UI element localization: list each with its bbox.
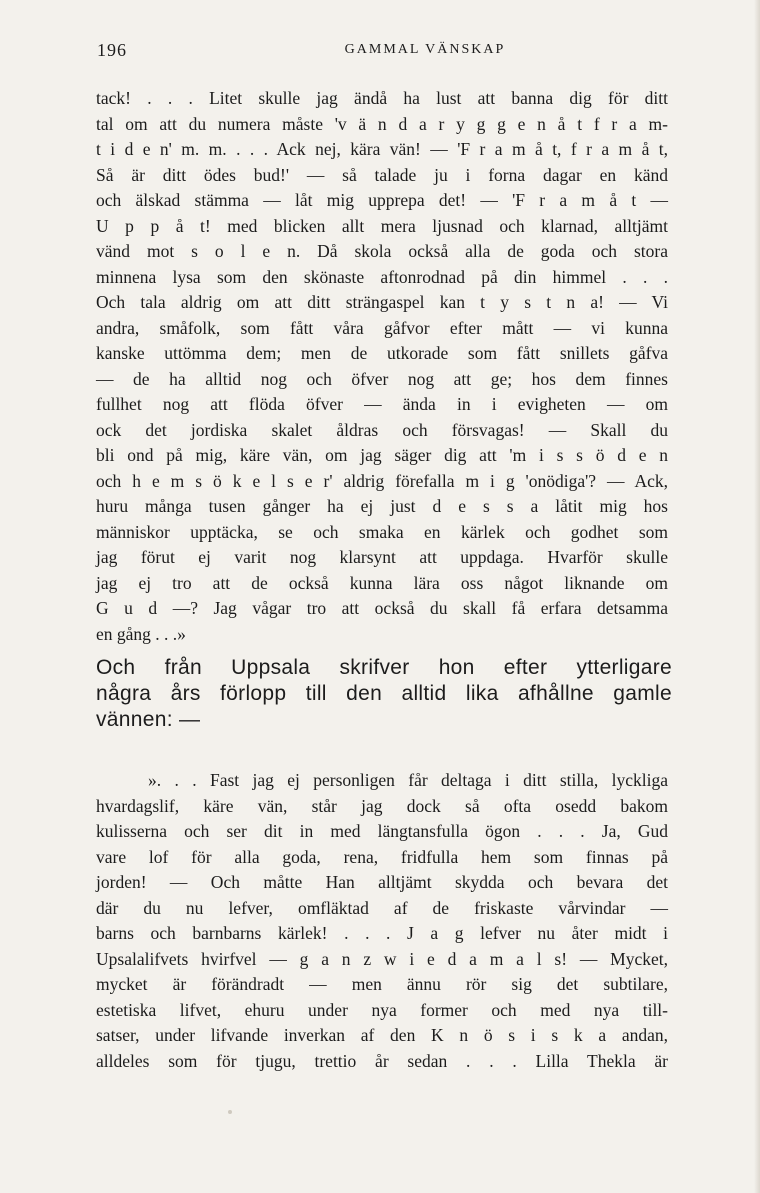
- text-line: hvardagslif, käre vän, står jag dock så ofta osedd bakom: [96, 795, 668, 816]
- text-line: estetiska lifvet, ehuru under nya former och med nya till-: [96, 999, 668, 1020]
- text-line: G u d —? Jag vågar tro att också du skall få erfara detsamma: [96, 598, 668, 618]
- running-title: GAMMAL VÄNSKAP: [344, 42, 506, 57]
- text-line: Och tala aldrig om att ditt strängaspel kan t y s t n a! — Vi: [96, 292, 668, 312]
- page-header: [97, 40, 663, 64]
- text-line: satser, under lifvande inverkan af den K n ö s i s k a andan,: [96, 1025, 668, 1045]
- text-line: minnena lysa som den skönaste aftonrodnad på din himmel . . .: [96, 266, 668, 287]
- text-line: tal om att du numera måste 'v ä n d a r y g g e n å t f r a m-: [96, 113, 668, 134]
- text-line: andra, småfolk, som fått våra gåfvor efter mått — vi kunna: [96, 317, 668, 338]
- text-line: jag ej tro att de också kunna lära oss något liknande om: [96, 572, 668, 593]
- heading-line: vännen: —: [96, 708, 201, 731]
- text-line: vänd mot s o l e n. Då skola också alla de goda och stora: [96, 241, 668, 261]
- heading-line: några års förlopp till den alltid lika afhållne gamle: [96, 682, 672, 705]
- text-line: huru många tusen gånger ha ej just d e s s a låtit mig hos: [96, 496, 668, 516]
- text-line: jorden! — Och måtte Han alltjämt skydda och bevara det: [96, 872, 668, 892]
- paper-speck: [228, 1110, 232, 1114]
- text-line: jag förut ej varit nog klarsynt att uppdaga. Hvarför skulle: [96, 547, 668, 567]
- text-line: kanske uttömma dem; men de utkorade som fått snillets gåfva: [96, 343, 668, 363]
- text-line: alldeles som för tjugu, trettio år sedan . . . Lilla Thekla är: [96, 1050, 668, 1071]
- text-line: vare lof för alla goda, rena, fridfulla hem som finnas på: [96, 846, 668, 867]
- letter-excerpt-2: [96, 768, 668, 1074]
- text-line: Upsalalifvets hvirfvel — g a n z w i e d a m a l s! — Mycket,: [96, 948, 668, 969]
- text-line: barns och barnbarns kärlek! . . . J a g lefver nu åter midt i: [96, 923, 668, 943]
- text-line: ock det jordiska skalet åldras och försvagas! — Skall du: [96, 419, 668, 440]
- text-line: och h e m s ö k e l s e r' aldrig förefalla m i g 'onödiga'? — Ack,: [96, 470, 668, 491]
- text-line: Så är ditt ödes bud!' — så talade ju i forna dagar en känd: [96, 164, 668, 185]
- page-number: 196: [97, 40, 127, 60]
- page-edge-shadow: [754, 0, 760, 1193]
- text-line: där du nu lefver, omfläktad af de friskaste vårvindar —: [96, 897, 668, 918]
- text-line: människor upptäcka, se och smaka en kärlek och godhet som: [96, 521, 668, 542]
- text-line: t i d e n' m. m. . . . Ack nej, kära vän! — 'F r a m å t, f r a m å t,: [96, 139, 668, 159]
- text-line: och älskad stämma — låt mig upprepa det! — 'F r a m å t —: [96, 190, 668, 210]
- text-line: bli ond på mig, käre vän, om jag säger dig att 'm i s s ö d e n: [96, 445, 668, 465]
- heading-line: Och från Uppsala skrifver hon efter ytterligare: [96, 656, 672, 679]
- letter-excerpt-1: [96, 86, 668, 647]
- text-line: en gång . . .»: [96, 623, 186, 644]
- section-heading: [96, 655, 672, 733]
- text-line: tack! . . . Litet skulle jag ändå ha lust att banna dig för ditt: [96, 88, 668, 108]
- text-line: fullhet nog att flöda öfver — ända in i evigheten — om: [96, 394, 668, 414]
- text-line: ». . . Fast jag ej personligen får deltaga i ditt stilla, lyckliga: [148, 770, 668, 790]
- text-line: U p p å t! med blicken allt mera ljusnad och klarnad, alltjämt: [96, 215, 668, 236]
- text-line: kulisserna och ser dit in med längtansfulla ögon . . . Ja, Gud: [96, 821, 668, 841]
- text-line: — de ha alltid nog och öfver nog att ge; hos dem finnes: [96, 368, 668, 389]
- text-line: mycket är förändradt — men ännu rör sig det subtilare,: [96, 974, 668, 994]
